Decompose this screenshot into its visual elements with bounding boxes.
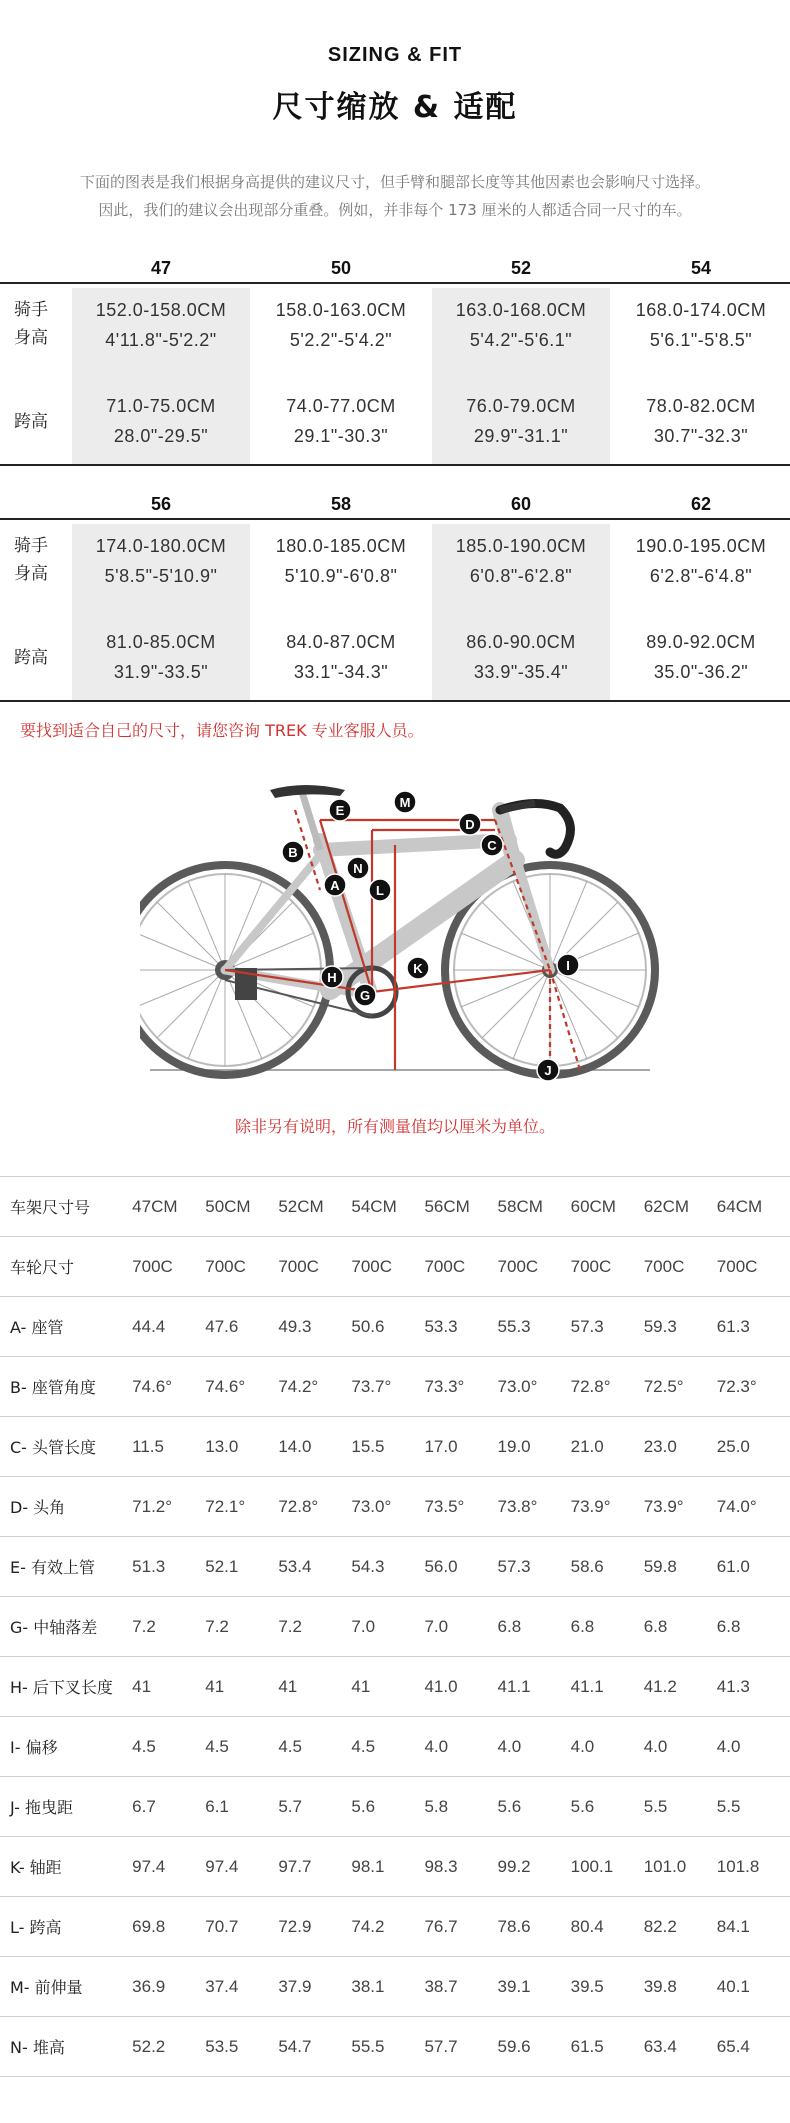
table-cell: 4.0 — [424, 1736, 449, 1756]
row-label: B- 座管角度 — [10, 1378, 96, 1397]
table-cell: 38.1 — [351, 1976, 385, 1996]
intro-text — [0, 168, 790, 224]
size-heading: 58 — [330, 494, 352, 514]
size-column — [252, 248, 430, 466]
table-row — [0, 1597, 790, 1657]
table-cell: 700C — [278, 1256, 319, 1276]
table-cell: 71.2° — [132, 1496, 173, 1516]
size-column — [72, 484, 250, 702]
table-cell: 73.0° — [497, 1376, 538, 1396]
table-cell: 59.8 — [643, 1556, 677, 1576]
table-cell: 38.7 — [424, 1976, 458, 1996]
section-title-cn: 尺寸缩放 & 适配 — [272, 90, 518, 125]
table-cell: 78.6 — [497, 1916, 531, 1936]
divider — [0, 464, 790, 466]
height-ft: 5'2.2"-5'4.2" — [289, 330, 393, 350]
table-cell: 4.0 — [643, 1736, 668, 1756]
height-ft: 5'10.9"-6'0.8" — [284, 566, 398, 586]
table-cell: 7.2 — [278, 1616, 302, 1636]
table-cell: 64CM — [716, 1196, 763, 1216]
table-cell: 5.7 — [278, 1796, 302, 1816]
inseam-in: 33.9"-35.4" — [473, 662, 569, 682]
table-cell: 74.0° — [716, 1496, 757, 1516]
inseam-in: 28.0"-29.5" — [113, 426, 209, 446]
table-cell: 73.9° — [570, 1496, 611, 1516]
table-cell: 50.6 — [351, 1316, 385, 1336]
diagram-label-e — [329, 799, 351, 821]
table-cell: 73.8° — [497, 1496, 538, 1516]
height-cm: 152.0-158.0CM — [95, 300, 227, 320]
table-cell: 7.0 — [351, 1616, 376, 1636]
table-cell: 36.9 — [132, 1976, 166, 1996]
table-cell: 41.3 — [716, 1676, 750, 1696]
table-cell: 6.1 — [205, 1796, 229, 1816]
table-cell: 53.4 — [278, 1556, 312, 1576]
table-cell: 50CM — [205, 1196, 251, 1216]
table-cell: 17.0 — [424, 1436, 458, 1456]
height-cm: 158.0-163.0CM — [275, 300, 407, 320]
diagram-label-b — [282, 841, 304, 863]
table-cell: 59.6 — [497, 2036, 531, 2056]
row-label: L- 跨高 — [10, 1918, 62, 1937]
size-row-label: 跨高 — [14, 648, 48, 668]
table-cell: 69.8 — [132, 1916, 166, 1936]
table-row — [0, 1237, 790, 1297]
table-cell: 73.3° — [424, 1376, 465, 1396]
table-cell: 97.4 — [132, 1856, 166, 1876]
table-cell: 700C — [424, 1256, 466, 1276]
table-cell: 65.4 — [716, 2036, 750, 2056]
table-cell: 60CM — [570, 1196, 616, 1216]
diagram-label-d — [459, 813, 481, 835]
table-cell: 72.5° — [643, 1376, 684, 1396]
diagram-label-m — [394, 791, 416, 813]
svg-text:L: L — [376, 883, 384, 898]
size-heading: 50 — [330, 258, 352, 278]
table-cell: 41.1 — [497, 1676, 531, 1696]
table-cell: 53.5 — [205, 2036, 239, 2056]
table-cell: 41 — [132, 1676, 152, 1696]
table-cell: 61.0 — [716, 1556, 750, 1576]
inseam-cm: 71.0-75.0CM — [106, 396, 216, 416]
table-cell: 101.0 — [643, 1856, 687, 1876]
table-cell: 61.3 — [716, 1316, 750, 1336]
height-ft: 6'0.8"-6'2.8" — [469, 566, 573, 586]
size-column — [612, 248, 790, 466]
svg-text:B: B — [288, 845, 298, 860]
height-cm: 168.0-174.0CM — [635, 300, 767, 320]
table-cell: 99.2 — [497, 1856, 531, 1876]
table-cell: 57.3 — [497, 1556, 531, 1576]
diagram-label-g — [354, 984, 376, 1006]
table-cell: 49.3 — [278, 1316, 312, 1336]
row-label: M- 前伸量 — [10, 1978, 83, 1997]
table-cell: 58CM — [497, 1196, 543, 1216]
table-cell: 72.9 — [278, 1916, 312, 1936]
table-cell: 72.1° — [205, 1496, 246, 1516]
table-cell: 15.5 — [351, 1436, 385, 1456]
svg-text:A: A — [330, 878, 340, 893]
size-heading: 62 — [690, 494, 712, 514]
table-cell: 72.3° — [716, 1376, 757, 1396]
unit-note: 除非另有说明，所有测量值均以厘米为单位。 — [234, 1117, 555, 1136]
table-cell: 21.0 — [570, 1436, 604, 1456]
diagram-label-k — [407, 957, 429, 979]
table-cell: 7.0 — [424, 1616, 449, 1636]
size-column — [72, 248, 250, 466]
saddle — [270, 785, 345, 798]
table-cell: 63.4 — [643, 2036, 677, 2056]
height-ft: 5'4.2"-5'6.1" — [469, 330, 573, 350]
table-cell: 5.6 — [497, 1796, 522, 1816]
table-cell: 54.7 — [278, 2036, 312, 2056]
table-cell: 25.0 — [716, 1436, 750, 1456]
table-cell: 4.0 — [497, 1736, 522, 1756]
size-heading: 54 — [690, 258, 712, 278]
inseam-in: 33.1"-34.3" — [293, 662, 389, 682]
table-row — [0, 1657, 790, 1717]
table-cell: 4.5 — [278, 1736, 302, 1756]
table-cell: 41 — [351, 1676, 371, 1696]
size-chart-group-2 — [0, 484, 790, 702]
svg-text:D: D — [465, 817, 475, 832]
table-row — [0, 1957, 790, 2017]
size-row-label: 身高 — [14, 564, 48, 584]
table-cell: 41.1 — [570, 1676, 604, 1696]
section-title-en: SIZING & FIT — [327, 44, 463, 66]
diagram-label-c — [481, 834, 503, 856]
table-cell: 51.3 — [132, 1556, 166, 1576]
table-cell: 39.8 — [643, 1976, 677, 1996]
size-row-label: 骑手 — [14, 536, 48, 556]
row-label: C- 头管长度 — [10, 1438, 97, 1457]
table-cell: 39.5 — [570, 1976, 604, 1996]
table-cell: 73.9° — [643, 1496, 684, 1516]
svg-text:I: I — [566, 958, 570, 973]
table-cell: 23.0 — [643, 1436, 677, 1456]
height-cm: 190.0-195.0CM — [635, 536, 767, 556]
table-cell: 4.5 — [351, 1736, 376, 1756]
table-cell: 97.7 — [278, 1856, 312, 1876]
inseam-cm: 74.0-77.0CM — [286, 396, 396, 416]
inseam-cm: 76.0-79.0CM — [466, 396, 576, 416]
size-heading: 52 — [510, 258, 532, 278]
table-cell: 44.4 — [132, 1316, 166, 1336]
table-cell: 700C — [716, 1256, 758, 1276]
size-column — [252, 484, 430, 702]
table-row — [0, 1297, 790, 1357]
height-ft: 4'11.8"-5'2.2" — [105, 330, 217, 350]
height-cm: 174.0-180.0CM — [95, 536, 227, 556]
table-cell: 5.8 — [424, 1796, 449, 1816]
inseam-in: 31.9"-33.5" — [113, 662, 209, 682]
table-cell: 47.6 — [205, 1316, 239, 1336]
table-cell: 4.0 — [570, 1736, 595, 1756]
table-row — [0, 1777, 790, 1837]
geometry-table — [0, 1176, 790, 2077]
table-cell: 57.3 — [570, 1316, 604, 1336]
size-row-label: 跨高 — [14, 412, 48, 432]
inseam-in: 29.1"-30.3" — [293, 426, 389, 446]
height-ft: 5'6.1"-5'8.5" — [649, 330, 753, 350]
table-cell: 74.2 — [351, 1916, 385, 1936]
size-chart-group-1 — [0, 248, 790, 466]
table-row — [0, 2017, 790, 2077]
table-cell: 55.3 — [497, 1316, 531, 1336]
diagram-label-n — [347, 857, 369, 879]
table-cell: 19.0 — [497, 1436, 531, 1456]
diagram-label-i — [557, 954, 579, 976]
diagram-label-a — [324, 874, 346, 896]
table-cell: 7.2 — [132, 1616, 156, 1636]
svg-text:M: M — [399, 795, 411, 810]
table-cell: 4.5 — [205, 1736, 229, 1756]
intro-line-2: 因此，我们的建议会出现部分重叠。例如，并非每个 173 厘米的人都适合同一尺寸的车。 — [98, 201, 692, 219]
table-cell: 11.5 — [132, 1436, 164, 1456]
size-column — [432, 484, 610, 702]
svg-text:H: H — [327, 970, 337, 985]
table-cell: 54.3 — [351, 1556, 385, 1576]
consult-note: 要找到适合自己的尺寸，请您咨询 TREK 专业客服人员。 — [20, 721, 424, 740]
inseam-in: 35.0"-36.2" — [653, 662, 749, 682]
table-row — [0, 1357, 790, 1417]
table-cell: 73.7° — [351, 1376, 392, 1396]
table-row — [0, 1177, 790, 1237]
table-cell: 5.6 — [570, 1796, 595, 1816]
table-cell: 6.8 — [716, 1616, 741, 1636]
diagram-label-l — [369, 879, 391, 901]
row-label: E- 有效上管 — [10, 1558, 95, 1577]
table-cell: 52CM — [278, 1196, 324, 1216]
table-row — [0, 1717, 790, 1777]
table-cell: 73.5° — [424, 1496, 465, 1516]
table-cell: 62CM — [643, 1196, 690, 1216]
row-label: N- 堆高 — [10, 2038, 65, 2057]
table-row — [0, 1537, 790, 1597]
table-cell: 4.0 — [716, 1736, 741, 1756]
row-label: I- 偏移 — [10, 1738, 58, 1757]
table-cell: 47CM — [132, 1196, 178, 1216]
table-cell: 37.4 — [205, 1976, 239, 1996]
table-cell: 7.2 — [205, 1616, 229, 1636]
size-column — [432, 248, 610, 466]
inseam-cm: 86.0-90.0CM — [466, 632, 576, 652]
table-cell: 700C — [351, 1256, 393, 1276]
svg-text:C: C — [487, 838, 497, 853]
table-cell: 55.5 — [351, 2036, 385, 2056]
table-cell: 700C — [497, 1256, 539, 1276]
table-cell: 700C — [643, 1256, 685, 1276]
table-cell: 13.0 — [205, 1436, 239, 1456]
table-cell: 74.6° — [132, 1376, 173, 1396]
height-cm: 185.0-190.0CM — [455, 536, 587, 556]
table-cell: 37.9 — [278, 1976, 312, 1996]
table-cell: 41.0 — [424, 1676, 458, 1696]
table-cell: 41 — [205, 1676, 225, 1696]
table-cell: 70.7 — [205, 1916, 239, 1936]
table-cell: 59.3 — [643, 1316, 677, 1336]
row-label: 车轮尺寸 — [10, 1258, 75, 1277]
table-cell: 76.7 — [424, 1916, 458, 1936]
row-label: D- 头角 — [10, 1498, 66, 1517]
table-cell: 82.2 — [643, 1916, 677, 1936]
svg-text:N: N — [353, 861, 363, 876]
seatpost — [302, 792, 320, 850]
svg-text:K: K — [413, 961, 423, 976]
table-cell: 101.8 — [716, 1856, 760, 1876]
diagram-label-h — [321, 966, 343, 988]
inseam-in: 29.9"-31.1" — [473, 426, 569, 446]
table-cell: 41.2 — [643, 1676, 677, 1696]
size-heading: 60 — [510, 494, 532, 514]
table-cell: 56CM — [424, 1196, 470, 1216]
table-cell: 41 — [278, 1676, 298, 1696]
table-cell: 73.0° — [351, 1496, 392, 1516]
size-row-label: 身高 — [14, 328, 48, 348]
table-cell: 74.2° — [278, 1376, 319, 1396]
table-cell: 52.1 — [205, 1556, 239, 1576]
row-label: A- 座管 — [10, 1318, 64, 1337]
table-cell: 98.1 — [351, 1856, 385, 1876]
inseam-cm: 78.0-82.0CM — [646, 396, 756, 416]
row-label: H- 后下叉长度 — [10, 1678, 113, 1697]
divider — [0, 700, 790, 702]
table-cell: 5.5 — [643, 1796, 668, 1816]
table-cell: 14.0 — [278, 1436, 312, 1456]
table-cell: 57.7 — [424, 2036, 458, 2056]
table-cell: 80.4 — [570, 1916, 604, 1936]
row-label: K- 轴距 — [10, 1858, 62, 1877]
table-cell: 98.3 — [424, 1856, 458, 1876]
table-cell: 6.8 — [497, 1616, 522, 1636]
table-cell: 40.1 — [716, 1976, 750, 1996]
table-row — [0, 1417, 790, 1477]
size-heading: 47 — [150, 258, 172, 278]
table-cell: 4.5 — [132, 1736, 156, 1756]
table-cell: 72.8° — [570, 1376, 611, 1396]
table-cell: 700C — [132, 1256, 173, 1276]
inseam-cm: 84.0-87.0CM — [286, 632, 396, 652]
table-cell: 74.6° — [205, 1376, 246, 1396]
table-cell: 56.0 — [424, 1556, 458, 1576]
height-ft: 5'8.5"-5'10.9" — [104, 566, 218, 586]
diagram-label-j — [537, 1059, 559, 1081]
table-row — [0, 1477, 790, 1537]
size-heading: 56 — [150, 494, 172, 514]
table-cell: 54CM — [351, 1196, 397, 1216]
size-column — [612, 484, 790, 702]
row-label: J- 拖曳距 — [10, 1798, 74, 1817]
table-cell: 700C — [205, 1256, 246, 1276]
table-cell: 5.5 — [716, 1796, 741, 1816]
intro-line-1: 下面的图表是我们根据身高提供的建议尺寸，但手臂和腿部长度等其他因素也会影响尺寸选择。 — [79, 173, 710, 191]
table-cell: 39.1 — [497, 1976, 531, 1996]
bike-geometry-diagram — [140, 770, 660, 1090]
table-cell: 97.4 — [205, 1856, 239, 1876]
height-cm: 163.0-168.0CM — [455, 300, 587, 320]
table-cell: 61.5 — [570, 2036, 604, 2056]
table-cell: 52.2 — [132, 2036, 166, 2056]
table-cell: 53.3 — [424, 1316, 458, 1336]
table-cell: 5.6 — [351, 1796, 376, 1816]
table-cell: 6.8 — [570, 1616, 595, 1636]
table-row — [0, 1837, 790, 1897]
table-cell: 6.7 — [132, 1796, 156, 1816]
table-cell: 700C — [570, 1256, 612, 1276]
row-label: 车架尺寸号 — [10, 1198, 91, 1217]
size-row-label: 骑手 — [14, 300, 48, 320]
svg-text:G: G — [359, 988, 371, 1003]
table-cell: 58.6 — [570, 1556, 604, 1576]
row-label: G- 中轴落差 — [10, 1618, 98, 1637]
inseam-cm: 89.0-92.0CM — [646, 632, 756, 652]
table-cell: 72.8° — [278, 1496, 319, 1516]
svg-text:E: E — [335, 803, 345, 818]
inseam-in: 30.7"-32.3" — [653, 426, 749, 446]
svg-text:J: J — [544, 1063, 552, 1078]
table-cell: 100.1 — [570, 1856, 614, 1876]
height-cm: 180.0-185.0CM — [275, 536, 407, 556]
inseam-cm: 81.0-85.0CM — [106, 632, 216, 652]
table-cell: 6.8 — [643, 1616, 668, 1636]
height-ft: 6'2.8"-6'4.8" — [649, 566, 753, 586]
table-row — [0, 1897, 790, 1957]
table-cell: 84.1 — [716, 1916, 750, 1936]
